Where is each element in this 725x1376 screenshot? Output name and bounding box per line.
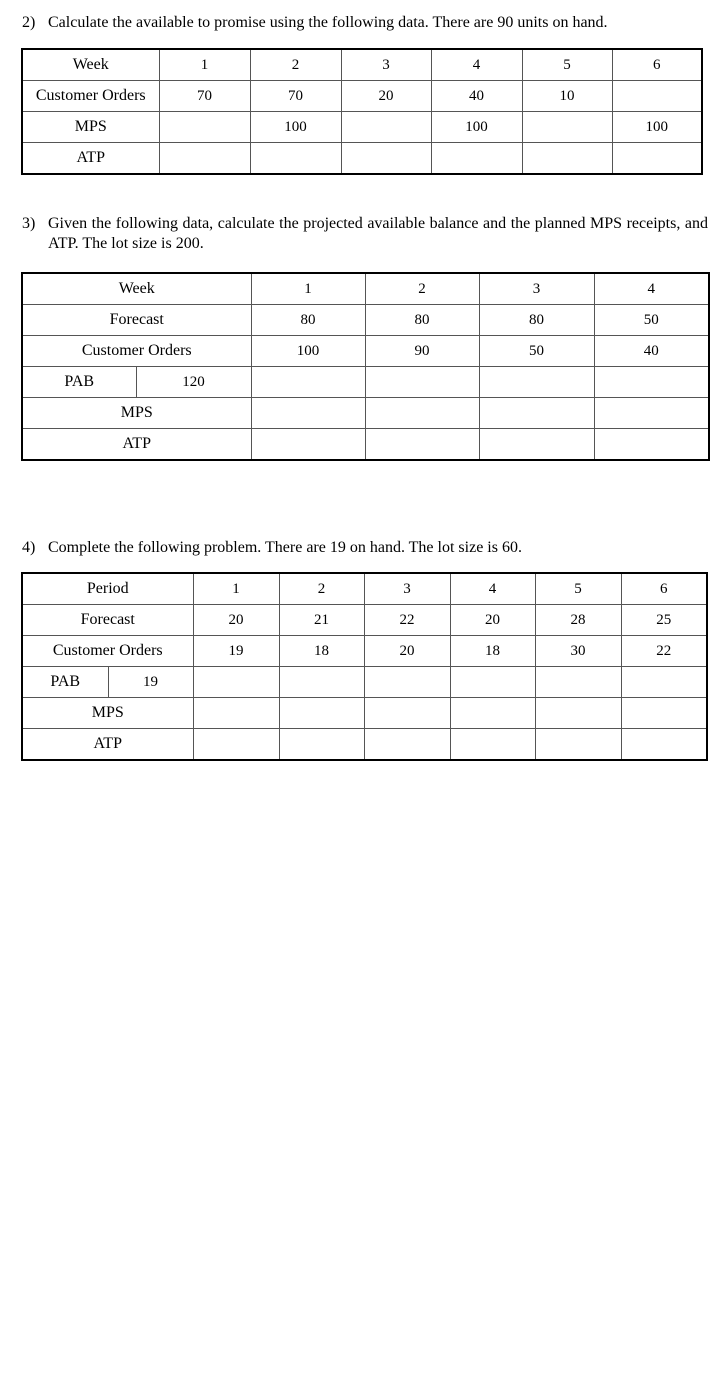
atp-cell — [279, 729, 364, 761]
mps-cell — [193, 698, 279, 729]
mps-cell: 100 — [250, 112, 341, 143]
forecast-cell: 80 — [479, 305, 594, 336]
period-cell: 1 — [159, 49, 250, 81]
row-label: MPS — [22, 398, 251, 429]
row-label: ATP — [22, 143, 159, 175]
atp-cell — [251, 429, 365, 461]
mps-cell: 100 — [431, 112, 522, 143]
mps-cell — [364, 698, 450, 729]
question-number: 3) — [22, 215, 36, 232]
atp-cell — [431, 143, 522, 175]
row-label: PAB — [22, 367, 136, 398]
pab-cell — [594, 367, 709, 398]
period-cell: 3 — [364, 573, 450, 605]
row-label: Customer Orders — [22, 636, 193, 667]
row-label: Forecast — [22, 605, 193, 636]
atp-cell — [365, 429, 479, 461]
pab-cell — [251, 367, 365, 398]
period-cell: 3 — [479, 273, 594, 305]
mps-table-q4 — [21, 572, 708, 761]
forecast-cell: 80 — [365, 305, 479, 336]
mps-cell — [621, 698, 707, 729]
pab-cell — [450, 667, 535, 698]
row-label: Week — [22, 273, 251, 305]
atp-cell — [612, 143, 702, 175]
atp-cell — [193, 729, 279, 761]
customer-orders-cell: 100 — [251, 336, 365, 367]
row-label: Customer Orders — [22, 81, 159, 112]
customer-orders-cell — [612, 81, 702, 112]
table-row-atp — [22, 429, 709, 461]
table-row-customer-orders — [22, 336, 709, 367]
customer-orders-cell: 50 — [479, 336, 594, 367]
atp-cell — [522, 143, 612, 175]
mps-cell — [365, 398, 479, 429]
question-text: Complete the following problem. There are 19 on hand. The lot size is 60. — [48, 539, 522, 556]
customer-orders-cell: 18 — [279, 636, 364, 667]
forecast-cell: 25 — [621, 605, 707, 636]
mps-table-q3 — [21, 272, 710, 461]
pab-cell — [364, 667, 450, 698]
row-label: ATP — [22, 729, 193, 761]
forecast-cell: 20 — [193, 605, 279, 636]
mps-cell — [594, 398, 709, 429]
table-row-mps — [22, 112, 702, 143]
row-label: Forecast — [22, 305, 251, 336]
period-cell: 4 — [450, 573, 535, 605]
customer-orders-cell: 40 — [594, 336, 709, 367]
table-row-week — [22, 49, 702, 81]
customer-orders-cell: 18 — [450, 636, 535, 667]
pab-cell — [193, 667, 279, 698]
period-cell: 5 — [522, 49, 612, 81]
pab-initial-cell: 120 — [136, 367, 251, 398]
mps-cell — [450, 698, 535, 729]
table-row-pab — [22, 667, 707, 698]
table-row-mps — [22, 398, 709, 429]
atp-cell — [250, 143, 341, 175]
customer-orders-cell: 22 — [621, 636, 707, 667]
table-row-week — [22, 273, 709, 305]
atp-cell — [594, 429, 709, 461]
atp-cell — [341, 143, 431, 175]
row-label: MPS — [22, 112, 159, 143]
table-row-atp — [22, 729, 707, 761]
mps-cell — [159, 112, 250, 143]
table-row-period — [22, 573, 707, 605]
forecast-cell: 20 — [450, 605, 535, 636]
row-label: Week — [22, 49, 159, 81]
mps-cell: 100 — [612, 112, 702, 143]
pab-cell — [279, 667, 364, 698]
pab-cell — [621, 667, 707, 698]
question-number: 4) — [22, 539, 36, 556]
period-cell: 1 — [251, 273, 365, 305]
question-text: Calculate the available to promise using the following data. There are 90 units on hand. — [48, 14, 608, 31]
mps-cell — [251, 398, 365, 429]
period-cell: 2 — [250, 49, 341, 81]
forecast-cell: 28 — [535, 605, 621, 636]
mps-cell — [279, 698, 364, 729]
period-cell: 6 — [612, 49, 702, 81]
question-text: Given the following data, calculate the projected available balance and the planned MPS receipts, and ATP. The lot size is 200. — [48, 215, 708, 252]
period-cell: 6 — [621, 573, 707, 605]
atp-cell — [621, 729, 707, 761]
period-cell: 4 — [594, 273, 709, 305]
table-row-customer-orders — [22, 81, 702, 112]
pab-cell — [535, 667, 621, 698]
customer-orders-cell: 30 — [535, 636, 621, 667]
row-label: Period — [22, 573, 193, 605]
period-cell: 2 — [279, 573, 364, 605]
period-cell: 3 — [341, 49, 431, 81]
question-3 — [22, 214, 712, 258]
row-label: MPS — [22, 698, 193, 729]
atp-cell — [479, 429, 594, 461]
period-cell: 4 — [431, 49, 522, 81]
period-cell: 5 — [535, 573, 621, 605]
period-cell: 2 — [365, 273, 479, 305]
mps-cell — [341, 112, 431, 143]
row-label: PAB — [22, 667, 108, 698]
atp-table-q2 — [21, 48, 703, 175]
mps-cell — [479, 398, 594, 429]
customer-orders-cell: 40 — [431, 81, 522, 112]
pab-initial-cell: 19 — [108, 667, 193, 698]
customer-orders-cell: 20 — [341, 81, 431, 112]
pab-cell — [365, 367, 479, 398]
pab-cell — [479, 367, 594, 398]
customer-orders-cell: 90 — [365, 336, 479, 367]
atp-cell — [535, 729, 621, 761]
atp-cell — [364, 729, 450, 761]
atp-cell — [450, 729, 535, 761]
table-row-atp — [22, 143, 702, 175]
row-label: Customer Orders — [22, 336, 251, 367]
forecast-cell: 80 — [251, 305, 365, 336]
forecast-cell: 21 — [279, 605, 364, 636]
question-number: 2) — [22, 14, 36, 31]
mps-cell — [522, 112, 612, 143]
table-row-mps — [22, 698, 707, 729]
table-row-forecast — [22, 605, 707, 636]
customer-orders-cell: 20 — [364, 636, 450, 667]
atp-cell — [159, 143, 250, 175]
table-row-customer-orders — [22, 636, 707, 667]
customer-orders-cell: 70 — [159, 81, 250, 112]
mps-cell — [535, 698, 621, 729]
customer-orders-cell: 10 — [522, 81, 612, 112]
row-label: ATP — [22, 429, 251, 461]
table-row-pab — [22, 367, 709, 398]
customer-orders-cell: 70 — [250, 81, 341, 112]
customer-orders-cell: 19 — [193, 636, 279, 667]
table-row-forecast — [22, 305, 709, 336]
period-cell: 1 — [193, 573, 279, 605]
forecast-cell: 22 — [364, 605, 450, 636]
forecast-cell: 50 — [594, 305, 709, 336]
